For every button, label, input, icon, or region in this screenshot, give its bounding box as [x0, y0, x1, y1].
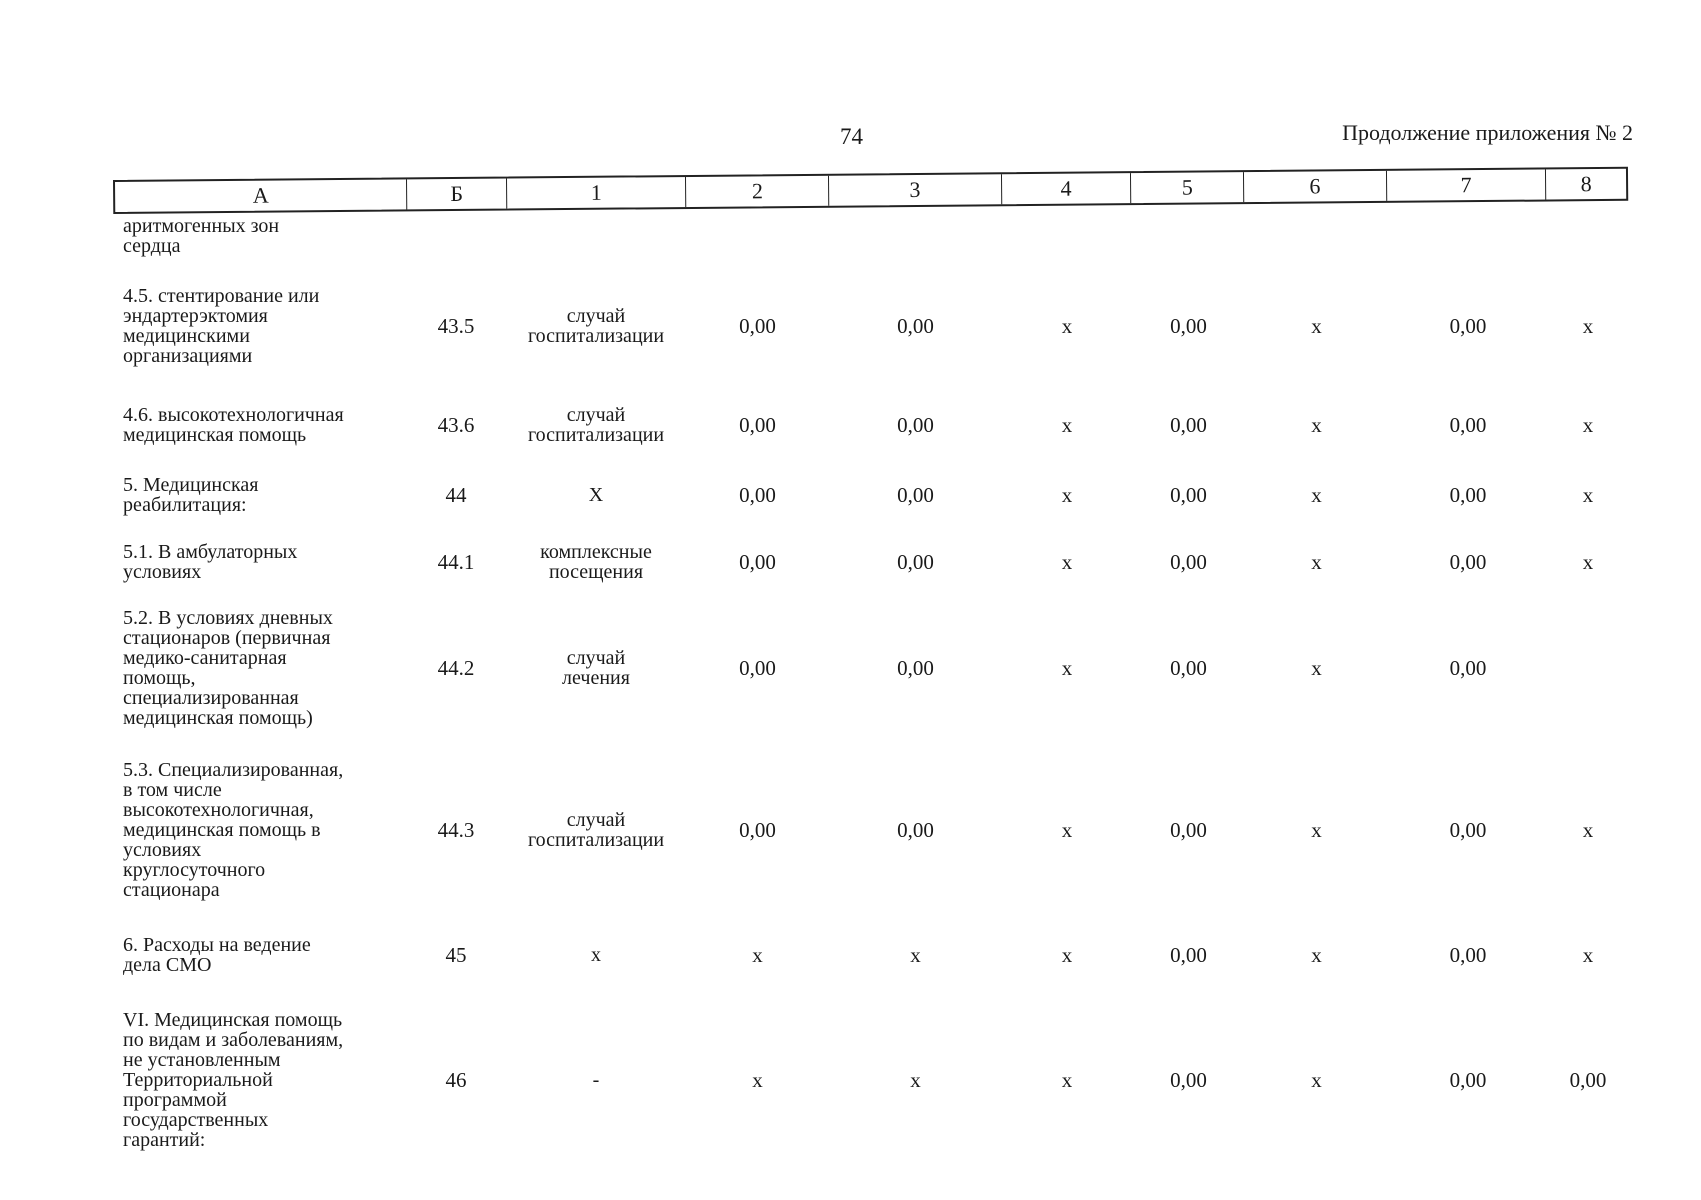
cell-8: х — [1582, 818, 1594, 842]
continuation-label: Продолжение приложения № 2 — [1342, 120, 1633, 145]
cell-4: х — [1061, 314, 1073, 338]
cell-2: 0,00 — [739, 656, 776, 680]
cell-2: х — [752, 943, 763, 967]
cell-3: 0,00 — [897, 413, 934, 437]
cell-3: х — [910, 1068, 921, 1092]
cell-6: х — [1311, 818, 1322, 842]
cell-4: х — [1061, 413, 1073, 437]
cell-6: х — [1311, 550, 1322, 574]
cell-7: 0,00 — [1449, 483, 1487, 507]
cell-5: 0,00 — [1170, 1068, 1207, 1092]
cell-8: х — [1582, 943, 1594, 967]
cell-2: 0,00 — [739, 818, 776, 842]
table-row — [113, 746, 1628, 914]
table-header — [113, 167, 1628, 214]
cell-8: х — [1582, 413, 1594, 437]
cell-7: 0,00 — [1449, 818, 1487, 842]
cell-1: комплексные посещения — [540, 541, 652, 583]
cell-1: случай госпитализации — [527, 305, 665, 347]
cell-1: случай госпитализации — [527, 809, 665, 851]
cell-3: х — [910, 943, 921, 967]
header-cell-3: 3 — [829, 174, 1002, 206]
cell-7: 0,00 — [1449, 943, 1487, 967]
cell-5: 0,00 — [1170, 483, 1207, 507]
cell-8: х — [1582, 314, 1594, 338]
cell-2: 0,00 — [739, 413, 776, 437]
cell-1: случай госпитализации — [527, 404, 665, 446]
cell-3: 0,00 — [897, 656, 934, 680]
cell-a: 5. Медицинская реабилитация: — [123, 474, 259, 516]
cell-6: х — [1311, 314, 1322, 338]
cell-a: 4.5. стентирование или эндартерэктомия медицинскими организациями — [123, 285, 320, 367]
cell-2: 0,00 — [739, 483, 776, 507]
header-cell-6: 6 — [1244, 171, 1387, 202]
table-row — [113, 272, 1628, 380]
cell-5: 0,00 — [1170, 656, 1207, 680]
table-row — [113, 602, 1628, 734]
cell-6: х — [1311, 413, 1322, 437]
table-row — [113, 216, 1628, 260]
cell-3: 0,00 — [897, 483, 934, 507]
table-row — [113, 926, 1628, 984]
cell-4: х — [1061, 656, 1073, 680]
cell-b: 44.3 — [437, 818, 475, 842]
cell-b: 43.5 — [437, 314, 475, 338]
table-row — [113, 532, 1628, 592]
cell-2: х — [752, 1068, 763, 1092]
table-body — [113, 216, 1628, 1164]
cell-a: 4.6. высокотехнологичная медицинская помощь — [123, 404, 344, 446]
page-number: 74 — [840, 124, 863, 149]
header-cell-a: А — [115, 179, 407, 212]
cell-1: Х — [588, 484, 604, 506]
cell-7: 0,00 — [1449, 314, 1487, 338]
cell-a: VI. Медицинская помощь по видам и заболеваниям, не установленным Территориальной программой государственных гарантий: — [123, 1009, 344, 1151]
table-row — [113, 392, 1628, 458]
cell-8: х — [1582, 483, 1594, 507]
cell-6: х — [1311, 483, 1322, 507]
cell-6: х — [1311, 656, 1322, 680]
cell-1: х — [591, 944, 601, 966]
cell-a: 5.3. Специализированная, в том числе высокотехнологичная, медицинская помощь в условиях круглосуточного стационара — [123, 759, 344, 901]
cell-4: х — [1061, 550, 1073, 574]
cell-6: х — [1311, 1068, 1322, 1092]
table-row — [113, 466, 1628, 524]
cell-7: 0,00 — [1449, 550, 1487, 574]
cell-a: 5.2. В условиях дневных стационаров (первичная медико-санитарная помощь, специализированная медицинская помощь) — [123, 607, 333, 729]
cell-5: 0,00 — [1170, 314, 1207, 338]
cell-b: 45 — [445, 943, 467, 967]
header-cell-2: 2 — [686, 176, 829, 207]
cell-4: х — [1061, 483, 1073, 507]
cell-7: 0,00 — [1449, 413, 1487, 437]
cell-8: 0,00 — [1569, 1068, 1607, 1092]
cell-5: 0,00 — [1170, 550, 1207, 574]
header-cell-1: 1 — [507, 177, 687, 209]
cell-5: 0,00 — [1170, 413, 1207, 437]
cell-b: 44.1 — [437, 550, 475, 574]
header-cell-b: Б — [407, 179, 507, 210]
cell-7: 0,00 — [1449, 1068, 1487, 1092]
cell-a: 6. Расходы на ведение дела СМО — [123, 934, 311, 976]
header-cell-5: 5 — [1131, 172, 1244, 203]
cell-3: 0,00 — [897, 550, 934, 574]
cell-5: 0,00 — [1170, 943, 1207, 967]
cell-1: - — [592, 1069, 600, 1091]
cell-3: 0,00 — [897, 818, 934, 842]
header-cell-4: 4 — [1002, 173, 1132, 204]
cell-1: случай лечения — [562, 647, 630, 689]
cell-8: х — [1582, 550, 1594, 574]
cell-2: 0,00 — [739, 550, 776, 574]
header-cell-7: 7 — [1387, 169, 1547, 200]
cell-a: 5.1. В амбулаторных условиях — [123, 541, 298, 583]
cell-a: аритмогенных зон сердца — [123, 215, 280, 257]
cell-2: 0,00 — [739, 314, 776, 338]
cell-3: 0,00 — [897, 314, 934, 338]
cell-4: х — [1061, 943, 1073, 967]
cell-b: 44 — [445, 483, 467, 507]
cell-b: 46 — [445, 1068, 467, 1092]
cell-4: х — [1061, 818, 1073, 842]
cell-5: 0,00 — [1170, 818, 1207, 842]
table-row — [113, 996, 1628, 1164]
header-cell-8: 8 — [1580, 171, 1592, 197]
cell-7: 0,00 — [1449, 656, 1487, 680]
cell-b: 44.2 — [437, 656, 475, 680]
cell-6: х — [1311, 943, 1322, 967]
cell-4: х — [1061, 1068, 1073, 1092]
cell-b: 43.6 — [437, 413, 475, 437]
